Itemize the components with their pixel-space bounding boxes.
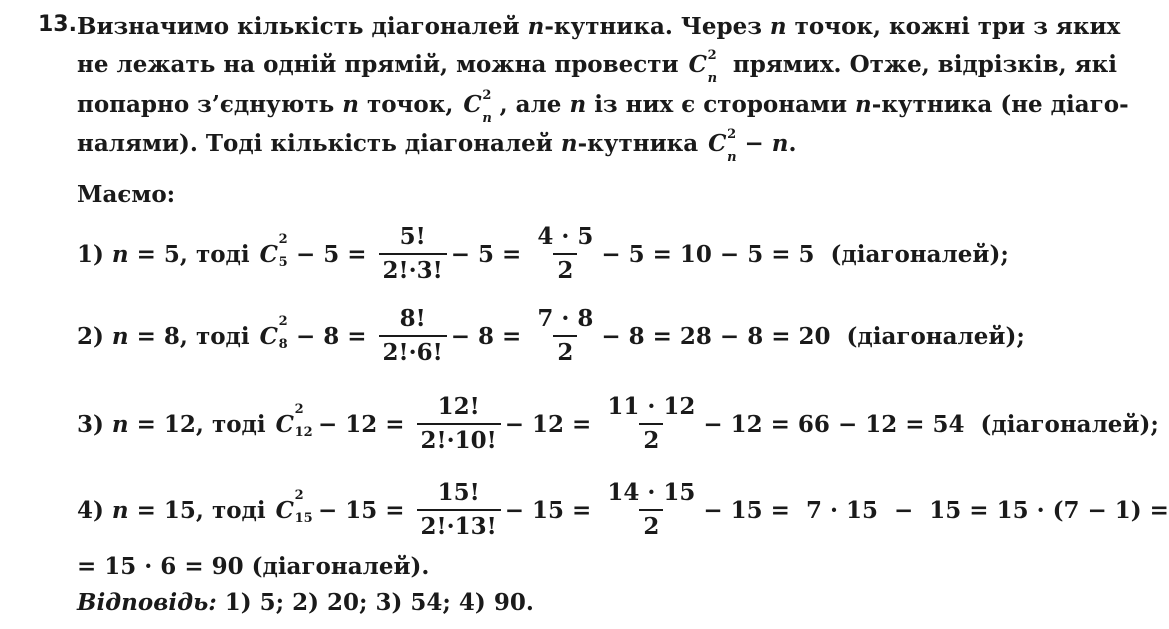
answer-line [77,588,534,618]
fraction-product: $\frac{7 \cdot 8}{2}$ [537,305,594,366]
paragraph-line-1: Визначимо кількість діагоналей n-кутника. Через n точок, кожні три з яких [77,13,1121,40]
answer-text: 1) 5; 2) 20; 3) 54; 4) 90. [216,589,534,616]
fraction-factorial: $\frac{15!}{2!\cdot 13!}$ [417,479,501,541]
combination-symbol: C 2 12 [275,401,313,440]
fraction-factorial: $\frac{8!}{2!\cdot 6!}$ [379,305,447,367]
combination-symbol: C 2 n [708,127,737,165]
case-4-equation: 4) n = 15, тоді C 2 15 − 15 = $\frac{15!}{2!\cdot 13!}$ − 15 = $\frac{14 \cdot 15}{2}$ − 15 = 7 · 15 − 15 = 15 · (7 − 1) = [77,479,1169,540]
combination-symbol: C 2 8 [259,313,288,352]
case-2-equation: 2) n = 8, тоді C 2 8 − 8 = $\frac{8!}{2!\cdot 6!}$ − 8 = $\frac{7 \cdot 8}{2}$ − 8 = 28 − 8 = 20 (діагоналей); [77,305,1025,366]
fraction-product: $\frac{11 \cdot 12}{2}$ [607,393,696,454]
combination-symbol: C 2 n [688,48,718,86]
fraction-factorial: $\frac{12!}{2!\cdot 10!}$ [417,393,501,455]
combination-symbol: C 2 15 [275,487,313,526]
problem-number: 13. [38,12,77,37]
fraction-factorial: $\frac{5!}{2!\cdot 3!}$ [379,223,447,285]
fraction-product: $\frac{4 \cdot 5}{2}$ [537,223,594,284]
mayemo-heading: Маємо: [77,181,176,208]
paragraph-line-3: попарно з’єднують n точок, C 2 n , але n із них є сторонами n-кутника (не діаго- [77,88,1129,126]
answer-label: Відповідь: [77,589,217,616]
fraction-product: $\frac{14 \cdot 15}{2}$ [607,479,696,540]
paragraph-line-2: не лежать на одній прямій, можна провести C 2 n прямих. Отже, відрізків, які [77,48,1117,86]
combination-symbol: C 2 5 [259,231,288,270]
combination-symbol: C 2 n [463,88,492,126]
case-3-equation: 3) n = 12, тоді C 2 12 − 12 = $\frac{12!}{2!\cdot 10!}$ − 12 = $\frac{11 \cdot 12}{2}$ − 12 = 66 − 12 = 54 (діагоналей); [77,393,1159,454]
case-4-continuation: = 15 · 6 = 90 (діагоналей). [77,553,430,580]
case-1-equation: 1) n = 5, тоді C 2 5 − 5 = $\frac{5!}{2!\cdot 3!}$ − 5 = $\frac{4 \cdot 5}{2}$ − 5 = 10 − 5 = 5 (діагоналей); [77,223,1009,284]
paragraph-line-4: налями). Тоді кількість діагоналей n-кутника C 2 n − n. [77,127,797,165]
